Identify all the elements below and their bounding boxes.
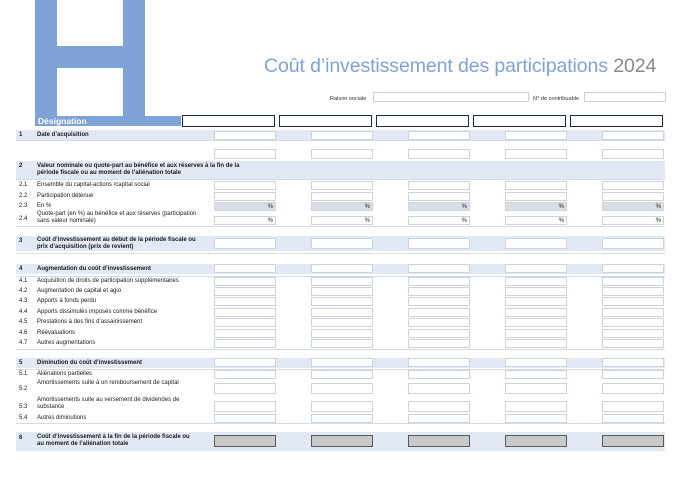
- row-number: 5.1: [19, 371, 28, 377]
- value-field-col-2[interactable]: [311, 370, 373, 379]
- taxpayer-number-field[interactable]: [584, 92, 666, 102]
- value-field-col-4[interactable]: [505, 339, 567, 348]
- value-field-col-3[interactable]: [408, 401, 470, 412]
- form-row: [16, 318, 665, 327]
- value-field-col-3[interactable]: [408, 192, 470, 201]
- value-field-col-2[interactable]: [311, 192, 373, 201]
- percent-unit: %: [267, 204, 273, 210]
- value-field-col-2[interactable]: [311, 414, 373, 423]
- value-field-col-5[interactable]: [602, 287, 664, 296]
- row-number: 5.4: [19, 415, 28, 421]
- value-field-col-3[interactable]: [408, 216, 470, 225]
- form-row: [16, 277, 665, 286]
- percent-unit: %: [364, 204, 370, 210]
- value-field-col-4[interactable]: [505, 277, 567, 286]
- value-field-col-3[interactable]: [408, 264, 470, 273]
- row-label: Prestations à des fins d’assainissement: [37, 319, 143, 325]
- participation-column-3[interactable]: [376, 115, 469, 127]
- value-field-col-4[interactable]: [505, 308, 567, 317]
- row-number: 4.5: [19, 319, 28, 325]
- participation-column-1[interactable]: [182, 115, 275, 127]
- section-letter-h: [35, 0, 145, 118]
- row-label: Quote-part (en %) au bénéfice et aux réserves (participation sans valeur nominale): [37, 211, 197, 224]
- row-label: Apports dissimulés imposés comme bénéfice: [37, 309, 158, 315]
- row-label: Amortissements suite à un remboursement de capital: [37, 380, 179, 386]
- value-field-col-1[interactable]: [214, 358, 276, 367]
- value-field-col-3[interactable]: [408, 329, 470, 338]
- value-field-col-5[interactable]: [602, 339, 664, 348]
- value-field-col-4[interactable]: [505, 202, 567, 211]
- page-title: Coût d’investissement des participations 2024: [264, 55, 657, 77]
- value-field-col-2[interactable]: [311, 181, 373, 190]
- value-field-col-5[interactable]: [602, 414, 664, 423]
- row-label: Ensemble du capital-actions /capital social: [37, 182, 150, 188]
- row-number: 1: [19, 132, 23, 138]
- value-field-col-2[interactable]: [311, 238, 373, 249]
- value-field-col-5[interactable]: [602, 264, 664, 273]
- value-field-col-1[interactable]: [214, 308, 276, 317]
- value-field-col-3[interactable]: [408, 318, 470, 327]
- value-field-col-2[interactable]: [311, 401, 373, 412]
- value-field-col-5[interactable]: [602, 277, 664, 286]
- value-field-col-3[interactable]: [408, 414, 470, 423]
- percent-unit: %: [267, 218, 273, 224]
- value-field-col-2[interactable]: [311, 131, 373, 140]
- value-field-col-4[interactable]: [505, 238, 567, 249]
- row-divider: [16, 179, 665, 180]
- value-field-col-1[interactable]: [214, 277, 276, 286]
- form-row: [16, 264, 665, 274]
- form-row: [16, 370, 665, 379]
- value-field-col-2[interactable]: [311, 329, 373, 338]
- form-row: [16, 414, 665, 423]
- value-field-col-2[interactable]: [311, 216, 373, 225]
- participation-column-5[interactable]: [570, 115, 663, 127]
- form-row: [16, 397, 665, 412]
- value-field-col-2[interactable]: [311, 383, 373, 394]
- value-field-col-5[interactable]: [602, 202, 664, 211]
- value-field-col-1[interactable]: [214, 383, 276, 394]
- value-field-col-5[interactable]: [602, 358, 664, 367]
- form-row: [16, 211, 665, 225]
- value-field-col-2[interactable]: [311, 339, 373, 348]
- value-field-col-4[interactable]: [505, 329, 567, 338]
- row-label: Autres augmentations: [37, 340, 96, 346]
- row-number: 5: [19, 360, 23, 366]
- value-field-col-4[interactable]: [505, 370, 567, 379]
- value-field-col-2[interactable]: [311, 318, 373, 327]
- blank-field-col-3[interactable]: [408, 149, 470, 159]
- value-field-col-1[interactable]: [214, 216, 276, 225]
- value-field-col-5[interactable]: [602, 370, 664, 379]
- value-field-col-5[interactable]: [602, 181, 664, 190]
- blank-field-col-2[interactable]: [311, 149, 373, 159]
- row-label: Diminution du coût d’investissement: [37, 360, 143, 366]
- value-field-col-5[interactable]: [602, 318, 664, 327]
- form-row: [16, 161, 665, 179]
- row-divider: [16, 276, 665, 277]
- participation-column-2[interactable]: [279, 115, 372, 127]
- participation-column-4[interactable]: [473, 115, 566, 127]
- row-divider: [16, 369, 665, 370]
- form-row: [16, 380, 665, 394]
- row-number: 4: [19, 266, 23, 272]
- row-label: Coût d’investissement à la fin de la période fiscale ou au moment de l’aliénation totale: [37, 434, 190, 447]
- row-divider: [16, 253, 665, 254]
- value-field-col-3[interactable]: [408, 277, 470, 286]
- value-field-col-2[interactable]: [311, 297, 373, 306]
- form-row: [16, 358, 665, 368]
- row-number: 4.4: [19, 309, 28, 315]
- row-number: 2.1: [19, 182, 28, 188]
- form-row: [16, 192, 665, 201]
- row-label: Apports à fonds perdu: [37, 298, 97, 304]
- value-field-col-1[interactable]: [214, 414, 276, 423]
- value-field-col-3[interactable]: [408, 238, 470, 249]
- row-label: Amortissements suite au versement de dividendes de substance: [37, 397, 180, 410]
- value-field-col-3[interactable]: [408, 358, 470, 367]
- value-field-col-5[interactable]: [602, 383, 664, 394]
- form-row: [16, 130, 665, 140]
- value-field-col-4[interactable]: [505, 401, 567, 412]
- row-label: Augmentation de capital et agio: [37, 288, 122, 294]
- row-label: Augmentation du coût d’investissement: [37, 266, 152, 272]
- value-field-col-4[interactable]: [505, 287, 567, 296]
- row-number: 4.7: [19, 340, 28, 346]
- row-divider: [16, 140, 665, 141]
- value-field-col-2[interactable]: [311, 435, 373, 447]
- value-field-col-3[interactable]: [408, 308, 470, 317]
- percent-unit: %: [461, 204, 467, 210]
- percent-unit: %: [655, 218, 661, 224]
- value-field-col-4[interactable]: [505, 383, 567, 394]
- row-label: Coût d’investissement au début de la période fiscale ou prix d’acquisition (prix de revient): [37, 237, 196, 250]
- value-field-col-4[interactable]: [505, 435, 567, 447]
- value-field-col-2[interactable]: [311, 264, 373, 273]
- percent-unit: %: [558, 218, 564, 224]
- value-field-col-3[interactable]: [408, 370, 470, 379]
- row-number: 5.2: [19, 386, 28, 392]
- value-field-col-1[interactable]: [214, 329, 276, 338]
- row-label: Date d’acquisition: [37, 132, 89, 138]
- value-field-col-5[interactable]: [602, 131, 664, 140]
- company-name-label: Raison sociale: [330, 96, 367, 102]
- value-field-col-5[interactable]: [602, 238, 664, 249]
- company-name-field[interactable]: [373, 92, 529, 102]
- value-field-col-1[interactable]: [214, 370, 276, 379]
- value-field-col-3[interactable]: [408, 339, 470, 348]
- value-field-col-1[interactable]: [214, 238, 276, 249]
- value-field-col-5[interactable]: [602, 216, 664, 225]
- value-field-col-4[interactable]: [505, 414, 567, 423]
- percent-unit: %: [655, 204, 661, 210]
- value-field-col-3[interactable]: [408, 131, 470, 140]
- page-year: 2024: [613, 55, 657, 77]
- value-field-col-1[interactable]: [214, 318, 276, 327]
- row-divider: [16, 226, 665, 227]
- row-divider: [16, 423, 665, 424]
- designation-header: Désignation: [35, 116, 181, 126]
- value-field-col-3[interactable]: [408, 287, 470, 296]
- value-field-col-4[interactable]: [505, 318, 567, 327]
- percent-unit: %: [558, 204, 564, 210]
- value-field-col-3[interactable]: [408, 435, 470, 447]
- percent-unit: %: [364, 218, 370, 224]
- value-field-col-5[interactable]: [602, 297, 664, 306]
- blank-field-col-5[interactable]: [602, 149, 664, 159]
- value-field-col-3[interactable]: [408, 181, 470, 190]
- value-field-col-3[interactable]: [408, 383, 470, 394]
- value-field-col-1[interactable]: [214, 297, 276, 306]
- value-field-col-4[interactable]: [505, 131, 567, 140]
- value-field-col-4[interactable]: [505, 358, 567, 367]
- value-field-col-5[interactable]: [602, 329, 664, 338]
- row-number: 2.2: [19, 193, 28, 199]
- blank-field-col-1[interactable]: [214, 149, 276, 159]
- value-field-col-2[interactable]: [311, 308, 373, 317]
- blank-field-col-4[interactable]: [505, 149, 567, 159]
- row-number: 2.4: [19, 216, 28, 222]
- value-field-col-1[interactable]: [214, 131, 276, 140]
- value-field-col-4[interactable]: [505, 192, 567, 201]
- form-row: [16, 236, 665, 251]
- form-row: [16, 308, 665, 317]
- value-field-col-5[interactable]: [602, 308, 664, 317]
- value-field-col-1[interactable]: [214, 287, 276, 296]
- value-field-col-2[interactable]: [311, 287, 373, 296]
- value-field-col-5[interactable]: [602, 401, 664, 412]
- taxpayer-number-label: N° de contribuable: [533, 96, 580, 102]
- value-field-col-2[interactable]: [311, 202, 373, 211]
- form-row: [16, 432, 665, 451]
- value-field-col-5[interactable]: [602, 192, 664, 201]
- value-field-col-1[interactable]: [214, 435, 276, 447]
- row-label: Réévaluations: [37, 330, 76, 336]
- value-field-col-4[interactable]: [505, 297, 567, 306]
- form-row: [16, 339, 665, 348]
- form-row: [16, 329, 665, 338]
- value-field-col-4[interactable]: [505, 216, 567, 225]
- form-row: [16, 181, 665, 190]
- row-number: 3: [19, 238, 23, 244]
- row-label: Valeur nominale ou quote-part au bénéfice et aux réserves à la fin de la période fiscale ou au moment de l’aliénation totale: [37, 163, 240, 176]
- value-field-col-1[interactable]: [214, 181, 276, 190]
- value-field-col-4[interactable]: [505, 264, 567, 273]
- value-field-col-1[interactable]: [214, 339, 276, 348]
- row-label: Autres diminutions: [37, 415, 87, 421]
- row-number: 2.3: [19, 203, 28, 209]
- value-field-col-1[interactable]: [214, 192, 276, 201]
- row-number: 4.3: [19, 298, 28, 304]
- row-number: 4.6: [19, 330, 28, 336]
- value-field-col-1[interactable]: [214, 202, 276, 211]
- value-field-col-4[interactable]: [505, 181, 567, 190]
- form-row: [16, 287, 665, 296]
- row-label: En %: [37, 203, 52, 209]
- row-number: 4.1: [19, 278, 28, 284]
- value-field-col-1[interactable]: [214, 401, 276, 412]
- value-field-col-5[interactable]: [602, 435, 664, 447]
- form-row: [16, 297, 665, 306]
- value-field-col-1[interactable]: [214, 264, 276, 273]
- value-field-col-2[interactable]: [311, 277, 373, 286]
- row-number: 5.3: [19, 404, 28, 410]
- row-divider: [16, 349, 665, 350]
- row-number: 4.2: [19, 288, 28, 294]
- row-number: 6: [19, 435, 23, 441]
- row-label: Aliénations partielles: [37, 371, 93, 377]
- value-field-col-3[interactable]: [408, 297, 470, 306]
- form-row: [16, 202, 665, 211]
- row-label: Participation détenue: [37, 193, 94, 199]
- row-label: Acquisition de droits de participation supplémentaires: [37, 278, 179, 284]
- row-number: 2: [19, 163, 23, 169]
- percent-unit: %: [461, 218, 467, 224]
- value-field-col-2[interactable]: [311, 358, 373, 367]
- value-field-col-3[interactable]: [408, 202, 470, 211]
